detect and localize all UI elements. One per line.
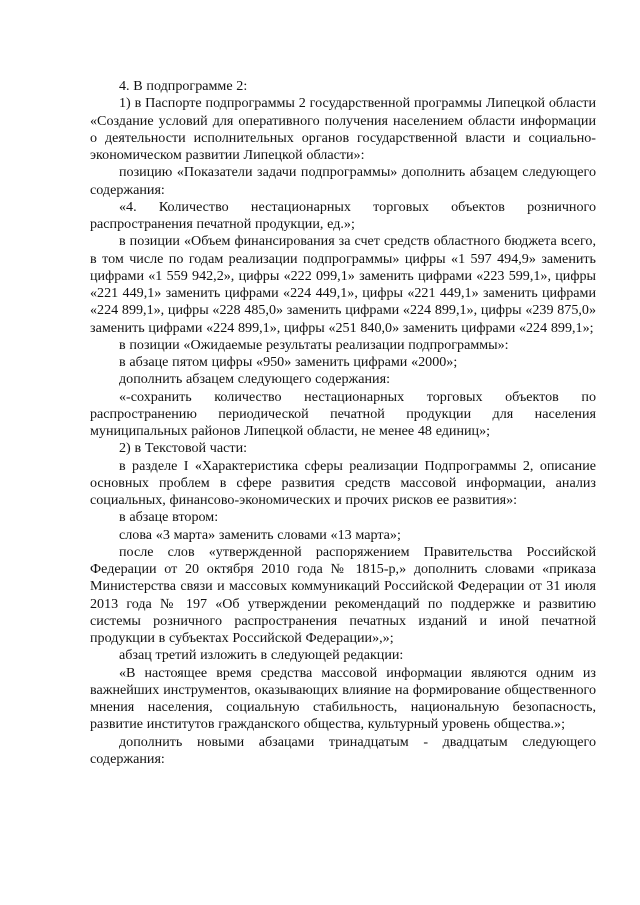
paragraph-indicator-4: «4. Количество нестационарных торговых объектов розничного распространения печатной продукции, ед.»; [90,198,596,232]
paragraph-march-words: слова «3 марта» заменить словами «13 марта»; [119,526,401,543]
paragraph-third-indent: абзац третий изложить в следующей редакции: [119,647,404,664]
paragraph-passport-intro: 1) в Паспорте подпрограммы 2 государственной программы Липецкой области «Создание условий для оперативного получения населением области информации о деятельности исполнительных органов государственной власти и социально-экономическом развитии Липецкой области»: [90,95,596,163]
paragraph-new-indents: дополнить новыми абзацами тринадцатым - двадцатым следующего содержания: [90,733,596,767]
paragraph-financing-figures: в позиции «Объем финансирования за счет средств областного бюджета всего, в том числе по годам реализации подпрограммы» цифры «1 597 494,9» заменить цифрами «1 559 942,2», цифры «222 099,1» заменить цифрами «223 599,1», цифры «221 449,1» заменить цифрами «224 449,1», цифры «221 449,1» заменить цифрами «224 899,1», цифры «228 485,0» заменить цифрами «224 899,1», цифры «239 875,0» заменить цифрами «224 899,1», цифры «251 840,0» заменить цифрами «224 899,1»; [90,233,596,336]
paragraph-text-part: 2) в Текстовой части: [119,440,248,457]
paragraph-section-one: в разделе I «Характеристика сферы реализации Подпрограммы 2, описание основных проблем в сфере развития средств массовой информации, анализ социальных, финансово-экономических и прочих рисков ее развития»: [90,457,596,508]
paragraph-add-indent: дополнить абзацем следующего содержания: [119,371,390,388]
paragraph-second-indent: в абзаце втором: [119,509,219,526]
document-body [90,78,596,768]
paragraph-expected-results: в позиции «Ожидаемые результаты реализации подпрограммы»: [119,336,509,353]
paragraph-section-heading: 4. В подпрограмме 2: [119,78,248,94]
paragraph-retail-objects: «-сохранить количество нестационарных торговых объектов по распространению периодической печатной продукции для населения муниципальных районов Липецкой области, не менее 48 единиц»; [90,388,596,439]
paragraph-fifth-indent: в абзаце пятом цифры «950» заменить цифрами «2000»; [119,354,458,370]
paragraph-mass-media: «В настоящее время средства массовой информации являются одним из важнейших инструментов, оказывающих влияние на формирование общественного мнения населения, социальную стабильность, национальную безопасность, развитие институтов гражданского общества, культурный уровень общества.»; [90,664,596,733]
paragraph-indicators-position: позицию «Показатели задачи подпрограммы» дополнить абзацем следующего содержания: [90,164,596,198]
paragraph-after-words: после слов «утвержденной распоряжением Правительства Российской Федерации от 20 октября 2010 года № 1815-р,» дополнить словами «приказа Министерства связи и массовых коммуникаций Российской Федерации от 31 июля 2013 года № 197 «Об утверждении рекомендаций по поддержке и развитию системы розничного распространения печатных изданий и иной печатной продукции в субъектах Российской Федерации»,»; [90,543,596,646]
